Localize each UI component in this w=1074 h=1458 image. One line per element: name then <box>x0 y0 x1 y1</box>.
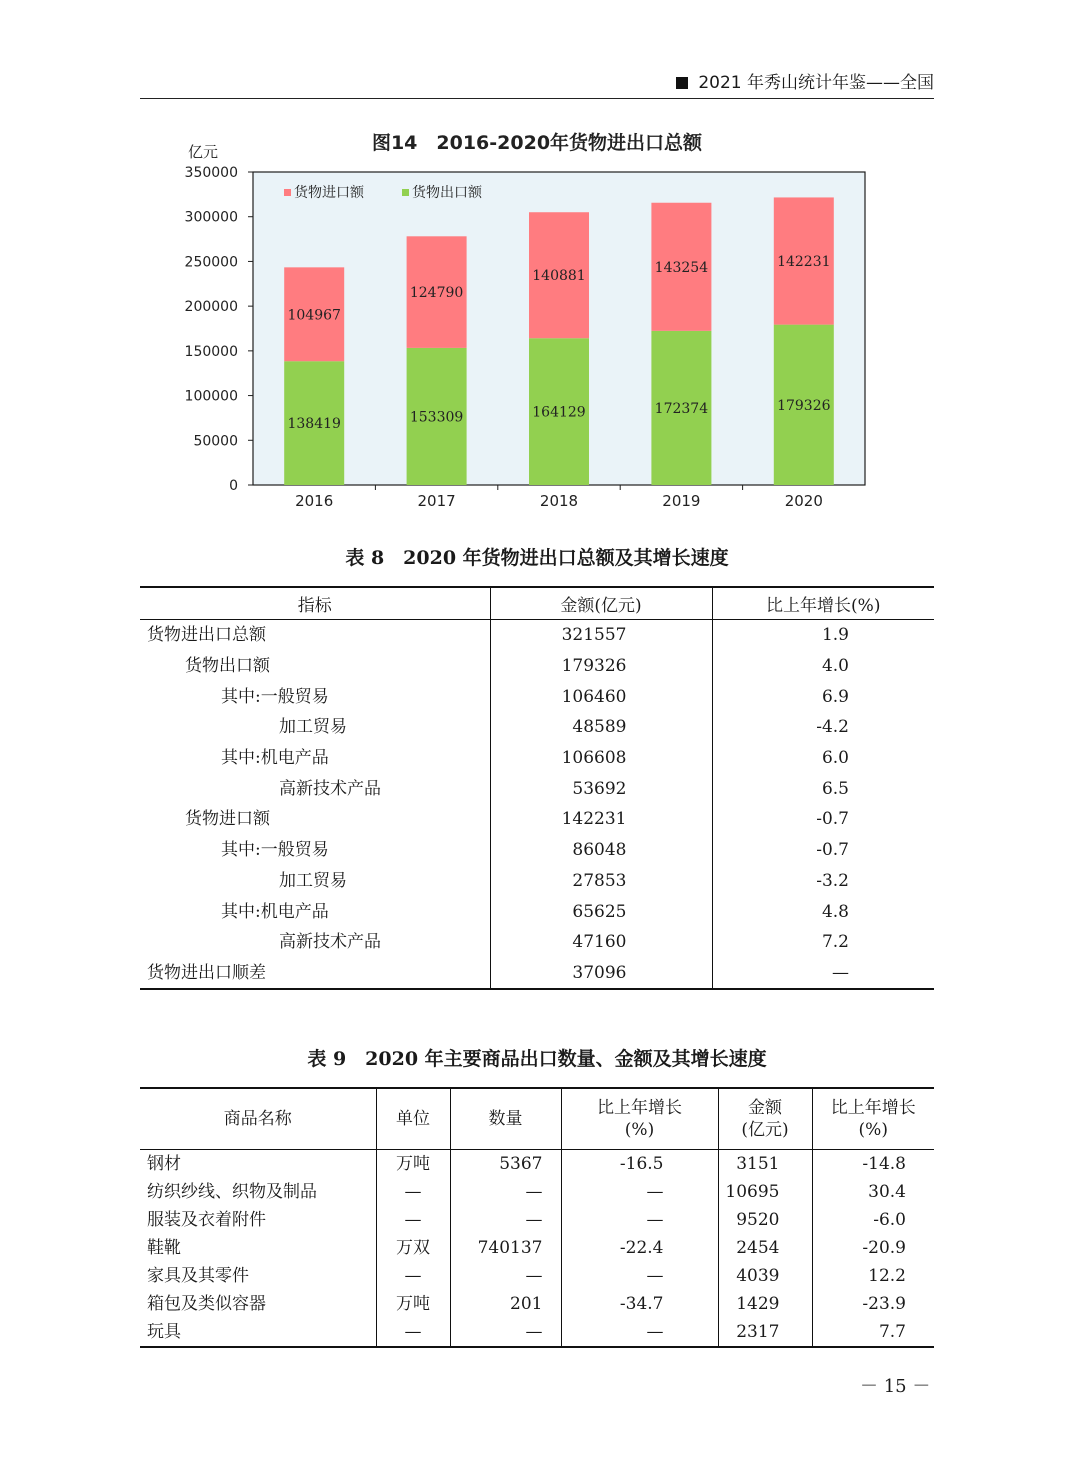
page-number: － 15 － <box>860 1376 931 1397</box>
row-growth: -4.2 <box>712 712 934 743</box>
table9-header-row <box>140 1088 934 1150</box>
row-quantity: 5367 <box>450 1150 561 1179</box>
row-indicator: 其中:一般贸易 <box>221 686 329 707</box>
row-indicator: 其中:一般贸易 <box>221 840 329 861</box>
row-product: 服装及衣着附件 <box>147 1210 266 1230</box>
y-tick-label: 150000 <box>184 343 238 360</box>
row-indicator: 高新技术产品 <box>279 778 381 799</box>
row-amount-growth: 30.4 <box>812 1178 934 1206</box>
row-indicator: 其中:机电产品 <box>221 748 329 769</box>
row-indicator: 加工贸易 <box>279 870 347 891</box>
legend-swatch-import <box>284 189 291 196</box>
row-amount-growth: 12.2 <box>812 1262 934 1290</box>
table-row <box>140 773 934 804</box>
row-amount: 65625 <box>490 896 712 927</box>
row-product: 玩具 <box>147 1322 181 1342</box>
row-amount-growth: -20.9 <box>812 1234 934 1262</box>
row-amount: 321557 <box>490 620 712 651</box>
row-quantity-growth: — <box>561 1206 718 1234</box>
row-amount: 10695 <box>718 1178 812 1206</box>
table8 <box>140 586 934 990</box>
row-amount: 106608 <box>490 743 712 774</box>
table-row <box>140 1318 934 1347</box>
table-row <box>140 896 934 927</box>
row-amount: 86048 <box>490 835 712 866</box>
row-amount-growth: -6.0 <box>812 1206 934 1234</box>
y-tick-label: 350000 <box>184 165 238 181</box>
row-indicator: 货物进出口总额 <box>147 625 266 646</box>
row-amount-growth: -23.9 <box>812 1290 934 1318</box>
table-row <box>140 1150 934 1179</box>
table9 <box>140 1087 934 1348</box>
row-amount: 37096 <box>490 958 712 990</box>
row-amount-growth: -14.8 <box>812 1150 934 1179</box>
row-quantity: 740137 <box>450 1234 561 1262</box>
row-amount: 4039 <box>718 1262 812 1290</box>
table9-header-quantity-growth: 比上年增长 (%) <box>561 1088 718 1150</box>
row-growth: 6.0 <box>712 743 934 774</box>
square-bullet-icon <box>676 77 688 89</box>
row-quantity-growth: -16.5 <box>561 1150 718 1179</box>
y-tick-label: 0 <box>229 478 238 494</box>
x-tick-label: 2017 <box>417 492 456 510</box>
row-growth: — <box>712 958 934 990</box>
row-quantity-growth: -34.7 <box>561 1290 718 1318</box>
row-product: 纺织纱线、织物及制品 <box>147 1182 317 1202</box>
x-tick-label: 2016 <box>295 492 334 510</box>
row-growth: -0.7 <box>712 804 934 835</box>
export-data-label: 138419 <box>287 416 341 433</box>
row-quantity-growth: — <box>561 1262 718 1290</box>
row-amount: 53692 <box>490 773 712 804</box>
export-data-label: 179326 <box>777 397 831 414</box>
row-quantity: — <box>450 1262 561 1290</box>
table-row <box>140 651 934 682</box>
row-growth: 1.9 <box>712 620 934 651</box>
table-row <box>140 1178 934 1206</box>
legend-label-export: 货物出口额 <box>412 185 482 201</box>
table-row <box>140 681 934 712</box>
row-product: 鞋靴 <box>147 1238 181 1258</box>
chart-title: 图14 2016-2020年货物进出口总额 <box>371 132 703 154</box>
table-row <box>140 866 934 897</box>
row-quantity: — <box>450 1318 561 1347</box>
y-tick-label: 50000 <box>193 433 238 450</box>
table9-header-quantity: 数量 <box>450 1088 561 1150</box>
y-tick-label: 250000 <box>184 254 238 271</box>
row-growth: 7.2 <box>712 927 934 958</box>
table-row <box>140 958 934 990</box>
table-row <box>140 620 934 651</box>
row-quantity-growth: — <box>561 1178 718 1206</box>
export-data-label: 172374 <box>654 400 709 417</box>
import-data-label: 104967 <box>287 307 341 324</box>
row-product: 钢材 <box>147 1154 181 1174</box>
y-tick-label: 300000 <box>184 209 238 226</box>
export-data-label: 164129 <box>532 404 586 421</box>
table9-header-product: 商品名称 <box>140 1088 376 1150</box>
legend-swatch-export <box>402 189 409 196</box>
export-data-label: 153309 <box>409 409 464 426</box>
table8-header-amount: 金额(亿元) <box>490 587 712 620</box>
table-row <box>140 712 934 743</box>
row-amount: 142231 <box>490 804 712 835</box>
row-amount: 106460 <box>490 681 712 712</box>
table9-header-amount-growth: 比上年增长 (%) <box>812 1088 934 1150</box>
row-indicator: 加工贸易 <box>279 717 347 738</box>
legend-label-import: 货物进口额 <box>294 185 364 201</box>
x-tick-label: 2019 <box>662 492 701 510</box>
row-indicator: 货物进口额 <box>185 809 270 830</box>
row-unit: 万吨 <box>376 1290 450 1318</box>
row-quantity: — <box>450 1206 561 1234</box>
row-growth: -0.7 <box>712 835 934 866</box>
table8-caption: 表 8 2020 年货物进出口总额及其增长速度 <box>345 547 729 569</box>
row-unit: — <box>376 1262 450 1290</box>
row-growth: 4.8 <box>712 896 934 927</box>
y-tick-label: 100000 <box>184 388 238 405</box>
table9-header-amount: 金额 (亿元) <box>718 1088 812 1150</box>
row-indicator: 高新技术产品 <box>279 932 381 953</box>
table9-header-unit: 单位 <box>376 1088 450 1150</box>
table8-header-growth: 比上年增长(%) <box>712 587 934 620</box>
row-product: 家具及其零件 <box>147 1266 249 1286</box>
row-unit: 万双 <box>376 1234 450 1262</box>
row-unit: — <box>376 1318 450 1347</box>
header-text: 2021 年秀山统计年鉴——全国 <box>698 73 934 93</box>
row-quantity-growth: — <box>561 1318 718 1347</box>
row-indicator: 其中:机电产品 <box>221 901 329 922</box>
row-amount: 2317 <box>718 1318 812 1347</box>
row-indicator: 货物出口额 <box>185 656 270 677</box>
row-amount: 27853 <box>490 866 712 897</box>
import-data-label: 143254 <box>654 259 709 276</box>
table-row <box>140 1234 934 1262</box>
row-amount: 9520 <box>718 1206 812 1234</box>
import-data-label: 140881 <box>532 268 586 285</box>
row-amount: 179326 <box>490 651 712 682</box>
y-axis-unit: 亿元 <box>188 143 219 161</box>
row-unit: — <box>376 1206 450 1234</box>
import-data-label: 142231 <box>777 254 831 271</box>
row-amount: 2454 <box>718 1234 812 1262</box>
import-data-label: 124790 <box>409 285 464 302</box>
row-unit: 万吨 <box>376 1150 450 1179</box>
row-growth: 6.5 <box>712 773 934 804</box>
table-row <box>140 743 934 774</box>
running-header <box>140 70 934 99</box>
table-row <box>140 1290 934 1318</box>
row-quantity: — <box>450 1178 561 1206</box>
bar-chart <box>140 130 934 520</box>
table9-caption: 表 9 2020 年主要商品出口数量、金额及其增长速度 <box>307 1048 767 1070</box>
row-amount: 1429 <box>718 1290 812 1318</box>
x-tick-label: 2020 <box>784 492 823 510</box>
row-growth: 6.9 <box>712 681 934 712</box>
y-tick-label: 200000 <box>184 299 238 316</box>
table8-header-indicator: 指标 <box>140 587 490 620</box>
row-unit: — <box>376 1178 450 1206</box>
table-row <box>140 1262 934 1290</box>
row-amount: 47160 <box>490 927 712 958</box>
row-amount: 48589 <box>490 712 712 743</box>
row-quantity: 201 <box>450 1290 561 1318</box>
row-growth: -3.2 <box>712 866 934 897</box>
row-amount: 3151 <box>718 1150 812 1179</box>
table-row <box>140 835 934 866</box>
table8-header-row <box>140 587 934 620</box>
row-growth: 4.0 <box>712 651 934 682</box>
x-tick-label: 2018 <box>539 492 579 510</box>
table-row <box>140 804 934 835</box>
row-quantity-growth: -22.4 <box>561 1234 718 1262</box>
row-indicator: 货物进出口顺差 <box>147 962 266 983</box>
row-product: 箱包及类似容器 <box>147 1294 266 1314</box>
row-amount-growth: 7.7 <box>812 1318 934 1347</box>
table-row <box>140 927 934 958</box>
table-row <box>140 1206 934 1234</box>
